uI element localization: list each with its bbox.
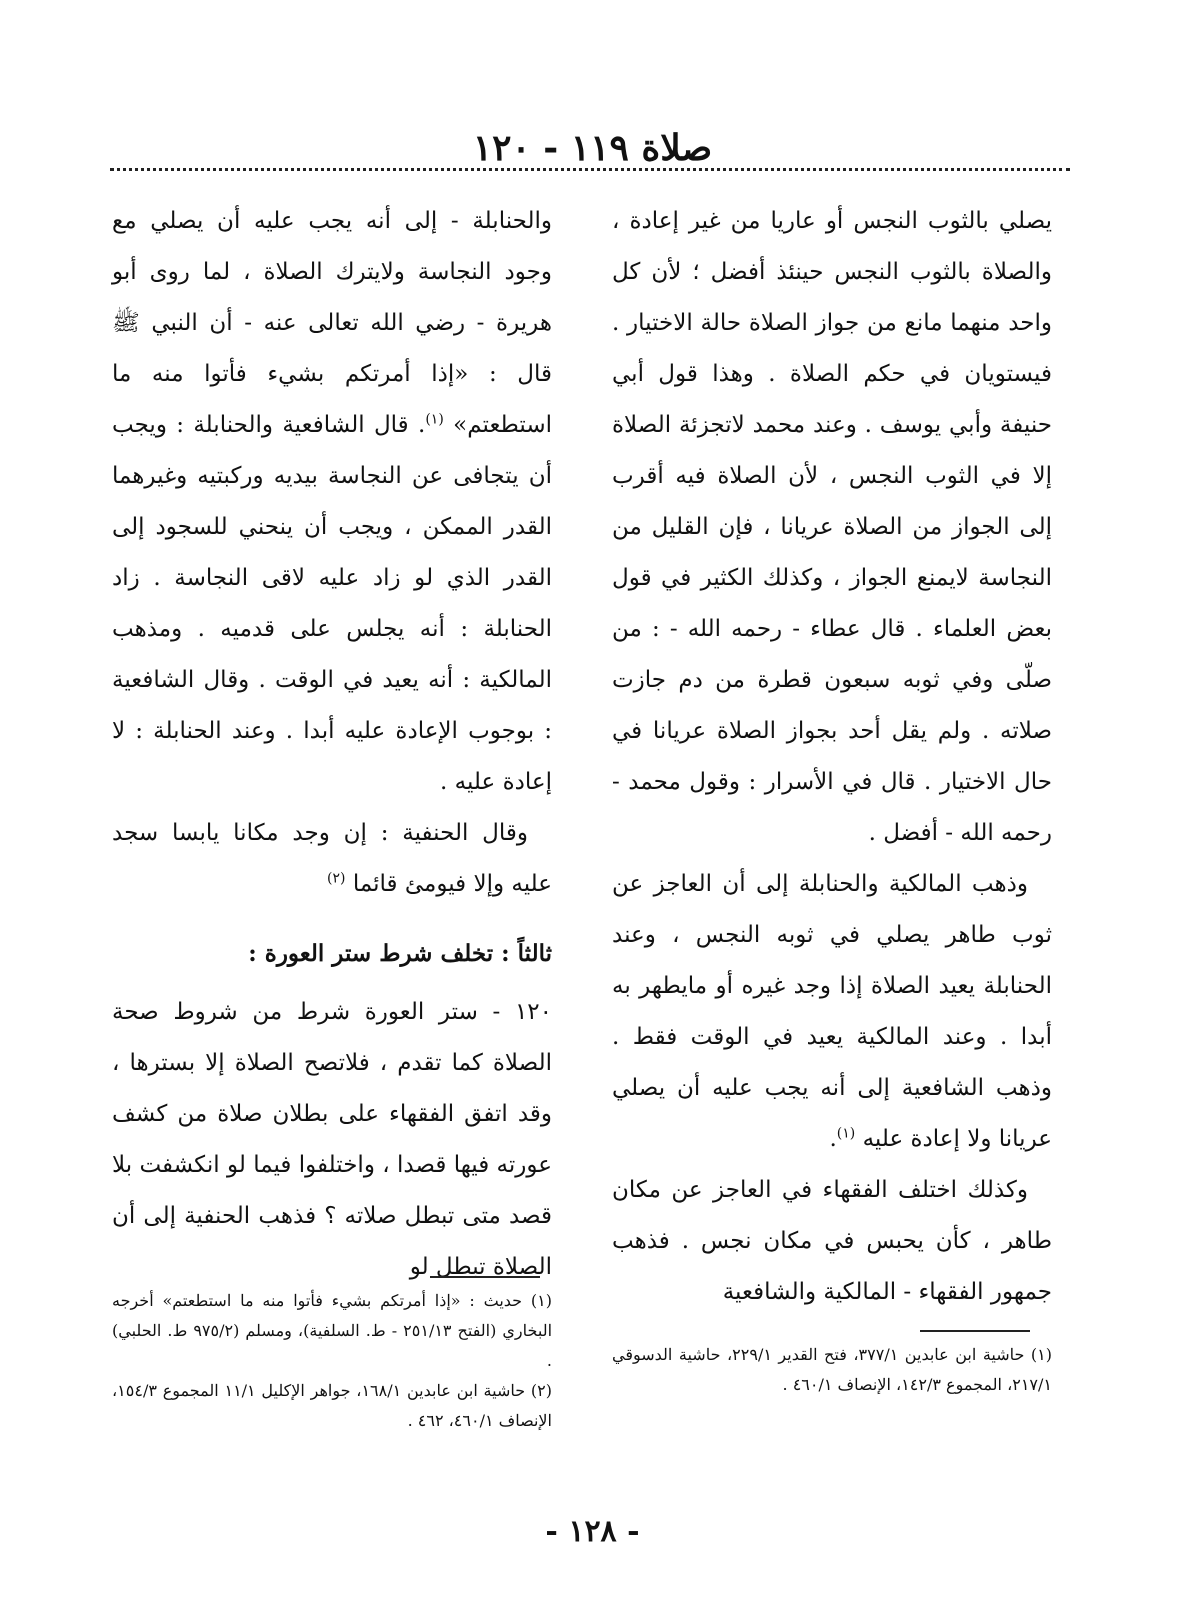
- footnotes-left: [112, 1286, 552, 1436]
- right-paragraph-2-end: .: [829, 1126, 837, 1152]
- right-paragraph-2: [612, 859, 1052, 1165]
- right-column: [612, 196, 1052, 1318]
- left-column: [112, 196, 552, 1293]
- running-header: صلاة ١١٩ - ١٢٠: [472, 127, 713, 169]
- footnote-right-1: (١) حاشية ابن عابدين ٣٧٧/١، فتح القدير ٢٢٩/١، حاشية الدسوقي ٢١٧/١، المجموع ١٤٢/٣، الإنصاف ٤٦٠/١ .: [612, 1345, 1052, 1394]
- footnotes-right: [612, 1340, 1052, 1400]
- footnote-ref: (٢): [327, 870, 346, 887]
- left-paragraph-1-text: والحنابلة - إلى أنه يجب عليه أن يصلي مع وجود النجاسة ولايترك الصلاة ، لما روى أبو هريرة - رضي الله تعالى عنه - أن النبي ﷺ قال : «إذا أمرتكم بشيء فأتوا منه ما استطعتم»: [112, 208, 553, 438]
- footnote-ref: (١): [425, 411, 444, 428]
- footnote-ref: (١): [836, 1125, 856, 1142]
- left-paragraph-1-rest: . قال الشافعية والحنابلة : ويجب أن يتجافى عن النجاسة بيديه وركبتيه وغيرهما القدر الممكن ، ويجب أن ينحني للسجود إلى القدر الذي لو زاد عليه لاقى النجاسة . زاد الحنابلة : أنه يجلس على قدميه . ومذهب المالكية : أنه يعيد في الوقت . وقال الشافعية : بوجوب الإعادة عليه أبدا . وعند الحنابلة : لا إعادة عليه .: [112, 412, 552, 795]
- footnote-separator-left: [430, 1276, 540, 1278]
- footnote-left-1: (١) حديث : «إذا أمرتكم بشيء فأتوا منه ما استطعتم» أخرجه البخاري (الفتح ٢٥١/١٣ - ط. السلفية)، ومسلم (٩٧٥/٢ ط. الحلبي) .: [112, 1291, 553, 1370]
- right-paragraph-2-text: وذهب المالكية والحنابلة إلى أن العاجز عن ثوب طاهر يصلي في ثوبه النجس ، وعند الحنابلة يعيد الصلاة إذا وجد غيره أو مايطهر به أبدا . وعند المالكية يعيد في الوقت فقط . وذهب الشافعية إلى أنه يجب عليه أن يصلي عريانا ولا إعادة عليه: [612, 871, 1052, 1152]
- left-paragraph-3: ١٢٠ - ستر العورة شرط من شروط صحة الصلاة كما تقدم ، فلاتصح الصلاة إلا بسترها ، وقد اتفق الفقهاء على بطلان صلاة من كشف عورته فيها قصدا ، واختلفوا فيما لو انكشفت بلا قصد متى تبطل صلاته ؟ فذهب الحنفية إلى أن الصلاة تبطل لو: [112, 999, 552, 1280]
- left-paragraph-2: [112, 808, 552, 910]
- left-paragraph-1: [112, 196, 552, 808]
- right-paragraph-1: يصلي بالثوب النجس أو عاريا من غير إعادة ، والصلاة بالثوب النجس حينئذ أفضل ؛ لأن كل واحد منهما مانع من جواز الصلاة حالة الاختيار . فيستويان في حكم الصلاة . وهذا قول أبي حنيفة وأبي يوسف . وعند محمد لاتجزئة الصلاة إلا في الثوب النجس ، لأن الصلاة فيه أقرب إلى الجواز من الصلاة عريانا ، فإن القليل من النجاسة لايمنع الجواز ، وكذلك الكثير في قول بعض العلماء . قال عطاء - رحمه الله - : من صلّى وفي ثوبه سبعون قطرة من دم جازت صلاته . ولم يقل أحد بجواز الصلاة عريانا في حال الاختيار . قال في الأسرار : وقول محمد - رحمه الله - أفضل .: [612, 208, 1052, 846]
- page-number: - ١٢٨ -: [545, 1514, 640, 1549]
- right-paragraph-3: وكذلك اختلف الفقهاء في العاجز عن مكان طاهر ، كأن يحبس في مكان نجس . فذهب جمهور الفقهاء - المالكية والشافعية: [612, 1177, 1052, 1305]
- left-paragraph-2-text: وقال الحنفية : إن وجد مكانا يابسا سجد عليه وإلا فيومئ قائما: [112, 820, 552, 897]
- footnote-left-2: (٢) حاشية ابن عابدين ١٦٨/١، جواهر الإكليل ١١/١ المجموع ١٥٤/٣، الإنصاف ٤٦٠/١، ٤٦٢ .: [112, 1381, 552, 1430]
- footnote-separator-right: [920, 1330, 1030, 1332]
- section-title: ثالثاً : تخلف شرط ستر العورة :: [248, 940, 552, 967]
- header-dotted-rule: [110, 168, 1070, 171]
